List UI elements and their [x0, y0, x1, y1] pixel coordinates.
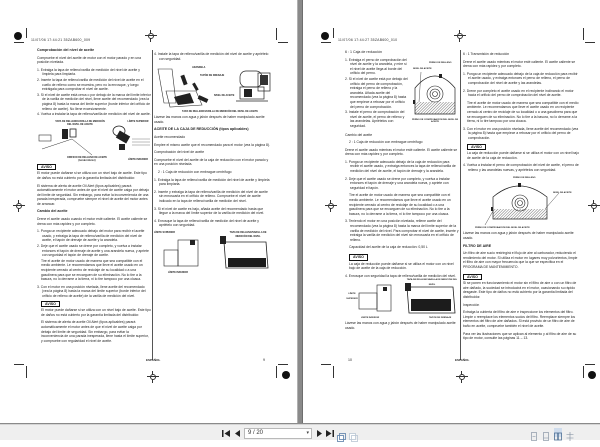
list-item: 2. Deje que el aceite usado se drene por completo, y vuelva a instalar entonces el tapón de drenaje y una arandela nueva, y apriete con seguridad el tapón. — [345, 176, 450, 190]
page-10 — [303, 0, 600, 423]
page-number-input[interactable] — [244, 428, 312, 439]
paragraph: El sistema de alerta de aceite Oil Alert (tipos aplicables) parará automáticamente el motor antes de que el nivel de aceite caiga por debajo del límite de seguridad. Sin embargo, para evitar la inconveniencia de una parada inesperada, compruebe siempre el nivel de aceite del motor antes de arrancar. — [37, 183, 149, 206]
figure-caption: LÍMITE SUPERIOR — [346, 293, 358, 300]
figure-caption: PERNO DE COMPROBACIÓN DEL NIVEL DE ACEITE — [411, 118, 459, 124]
list-item: 1. Extraiga la tapa de relleno/varilla de medición del nivel de aceite y límpiela para limpiarla. — [154, 177, 270, 187]
registration-target-icon — [456, 371, 468, 383]
registration-target-icon — [454, 30, 466, 42]
engine-drain-illustration — [154, 63, 272, 113]
engine-drain-figure — [154, 63, 272, 113]
sub-heading: Cambio del aceite — [345, 132, 373, 137]
paragraph: El sistema de alerta de aceite Oil Alert (tipos aplicables) parará automáticamente el motor antes de que el nivel de aceite caiga por debajo del límite de seguridad. Sin embargo, para evitar la inconveniencia de una parada inesperada, llene hasta el límite superior, y compruebe con regularidad el nivel de aceite. — [41, 320, 149, 343]
page-number: 9 — [263, 358, 265, 362]
reduction-gear-figure — [411, 58, 459, 128]
figure-caption: NIVEL DE ACEITE — [214, 94, 235, 98]
figure-caption: TAPA DE RELLENO/VARILLA DE MEDICIÓN DEL NIVEL — [229, 230, 267, 239]
list-item: 1. Ponga un recipiente adecuado debajo de la caja de reducción para recibir el aceite usado, y extraiga entonces la tapa de relleno/varilla de medición del nivel de aceite, el tapón de drenaje y la arandela. — [345, 159, 456, 174]
figure-caption: LÍMITE SUPERIOR — [127, 119, 149, 123]
registration-target-icon — [588, 200, 600, 212]
two-page-continuous-view-button[interactable] — [566, 428, 574, 437]
page-number: 10 — [348, 358, 352, 362]
list-item: 1. Ponga un recipiente adecuado debajo de la caja de reducción para recibir el aceite usado, y extraiga entonces el perno de relleno, el perno de comprobación del nivel de aceite y las arandelas. — [463, 71, 578, 85]
paragraph: Comprobación del nivel de aceite — [154, 150, 205, 155]
registration-dot — [321, 32, 329, 40]
single-page-view-button[interactable] — [530, 428, 538, 437]
figure-caption: TAPA DE RELLENO/VARILLA DE MEDICIÓN DEL NIVEL — [406, 279, 458, 286]
list-item: 4. Instale la tapa de relleno/varilla de medición del nivel de aceite y apriételo con seguridad. — [154, 52, 269, 61]
list-item: 3. Si el nivel de aceite está cerca o por debajo de la marca del límite inferior de la varilla de medición del nivel, llene aceite del recomendado (vea la página 8) hasta la marca del límite superior (borde inferior del orificio de relleno de aceite). No llene excesivamente. — [37, 92, 151, 111]
paragraph: Extraiga la cubierta del filtro de aire e inspeccione los elementos del filtro. Limpie o reemplace los elementos sucios del filtro. Reemplace siempre los elementos del filtro de aire dañados. Si está provisto de un filtro de aire de baño en aceite, compruebe también el nivel de aceite. — [463, 310, 576, 328]
page-number-value: 9 / 20 — [248, 429, 264, 436]
figure-caption: TAPA DE RELLENO/VARILLA DE MEDICIÓN DEL NIVEL DE ACEITE — [55, 119, 105, 126]
forward-view-icon — [349, 433, 358, 442]
list-item: 2. Inserte y extraiga la tapa de relleno/varilla de medición del nivel de aceite sin enroscarla en el orificio de relleno. Compruebe el nivel de aceite indicado en la tapa de relleno/varilla de medición del nivel. — [154, 189, 268, 203]
sub-heading: Inspección — [463, 302, 480, 307]
header-stamp: 11/07/06 17:44:21 35ZAB600_009 — [31, 38, 91, 42]
list-item: 3. Con el motor en una posición nivelada, llene aceite del recomendado (vea la página 8) hasta que empiece a rebosar por el orificio del perno de comprobación. — [463, 126, 579, 140]
footer-language-label: ESPAÑOL — [455, 358, 470, 362]
paragraph: Compruebe el nivel del aceite de la caja de reducción con el motor parado y en una posición nivelada. — [154, 157, 269, 167]
aviso-badge: AVISO — [37, 164, 56, 171]
transmission-illustration — [463, 173, 579, 231]
list-item: 4. Vuelva a instalar la tapa de relleno/varilla de medición del nivel de aceite. — [37, 112, 151, 117]
list-item: 4. Enrosque la tapa de relleno/varilla de medición del nivel de aceite y apriételo con seguridad. — [154, 218, 259, 228]
paragraph: Un filtro de aire sucio restringirá el flujo de aire al carburador, reduciendo el rendimiento del motor. Si utiliza el motor en lugares muy polvorientos, limpie el filtro de aire con mayor frecuencia que la que se especifica en el PROGRAMA DE MANTENIMIENTO. — [463, 251, 578, 270]
list-item: 4. Vuelva a instalar el perno de comprobación del nivel de aceite, el perno de relleno y las arandelas nuevas, y apriételos con seguridad. — [463, 163, 579, 172]
paragraph: Tire el aceite de motor usado de manera que sea compatible con el medio ambiente. Le recomendamos que lleve el aceite usado en un recipiente cerrado al centro de reciclaje de su localidad o a una gasolinera para que se encarguen de su eliminación. No lo tire a la basura, no lo derrame a la tierra, ni lo tire tampoco por una cloaca. — [349, 193, 451, 216]
paragraph: Drene el aceite usado mientras el motor esté caliente. El aceite caliente se drena con más rapidez y por completo. — [463, 59, 576, 69]
last-page-icon — [326, 430, 334, 437]
figure-caption: LÍMITE INFERIOR — [128, 157, 148, 161]
figure-caption: TAPÓN DE DRENAJE — [429, 317, 452, 320]
paragraph: Si se ponen en funcionamiento el motor sin el filtro de aire o con un filtro de aire dañado, la suciedad se introducirá en el motor, ocasionando su rápido desgaste. Este tipo de daños no está cubierto por la garantía limitada del distribuidor. — [463, 281, 577, 299]
right-page-column-1 — [345, 50, 459, 334]
figure-caption: TAPA DE RELLENO/VARILLA DE MEDICIÓN DEL NIVEL DE ACEITE — [182, 110, 258, 114]
figure-caption: NIVEL DE ACEITE — [413, 67, 432, 70]
paragraph: Drene el aceite usado cuando el motor esté caliente. El aceite caliente se drena con más rapidez y por completo. — [37, 217, 148, 226]
paragraph: Lávese las manos con agua y jabón después de haber manipulado aceite usado. — [345, 321, 456, 330]
sub-heading: 6 : 1 Transmisión de reducción — [463, 52, 510, 56]
reduction-case-figure — [154, 230, 272, 274]
list-item: 3. Teniendo el motor en una posición nivelada, rellene aceite del recomendado (vea la página 8) hasta la marca del límite superior de la varilla de medición del nivel. Para comprobar el nivel de aceite, inserte y extraiga la varilla de medición del nivel sin enroscarla en el orificio de relleno. — [345, 219, 459, 242]
list-item: 1. Ponga un recipiente adecuado debajo del motor para recibir el aceite usado, y extraiga la tapa de relleno/varilla de medición del nivel de aceite, el tapón de drenaje de aceite y la arandela. — [37, 229, 145, 243]
next-page-button[interactable] — [315, 428, 323, 438]
paragraph: La caja de reducción puede dañarse si se utiliza el motor con un nivel bajo de aceite de la caja de reducción. — [467, 151, 579, 160]
list-item: 3. Con el motor en una posición nivelada, llene aceite del recomendado (vea la página 8) hasta la marca del límite superior (borde inferior del orificio de relleno de aceite) de la varilla de medición del nivel. — [37, 284, 146, 298]
section-heading: Cambio del aceite — [37, 209, 68, 214]
list-item: 4. Enrosque con seguridad la tapa de relleno/varilla de medición del nivel. — [345, 273, 456, 278]
registration-dot — [14, 32, 22, 40]
registration-target-icon — [145, 30, 157, 42]
paragraph: Lávese las manos con agua y jabón después de haber manipulado aceite usado. — [463, 231, 574, 241]
back-view-icon — [337, 433, 346, 442]
list-item: 1. Extraiga la tapa de relleno/varilla de medición del nivel de aceite y límpiela para limpiarla. — [37, 67, 140, 77]
right-page-column-2 — [463, 52, 579, 344]
first-page-icon — [222, 430, 230, 437]
previous-page-button[interactable] — [233, 428, 241, 438]
steps-list — [345, 58, 409, 130]
header-stamp: 11/07/06 17:44:27 35ZAB600_010 — [338, 38, 398, 42]
aviso-badge: AVISO — [467, 144, 486, 151]
list-item: 3. Si el nivel de aceite es bajo, añada aceite del recomendado hasta que llegue a la marca del límite superior de la varilla de medición del nivel. — [154, 206, 265, 216]
list-item: 2. Inserte la tapa de relleno/varilla de medición del nivel de aceite en el cuello de relleno como se muestra, pero no la enrosque, y luego extráigala para comprobar el nivel de aceite. — [37, 77, 144, 92]
registration-dot — [588, 371, 596, 379]
viewer-toolbar — [0, 424, 600, 440]
column-divider — [460, 50, 461, 360]
aviso-badge: AVISO — [349, 254, 368, 261]
left-page-column-1 — [37, 48, 151, 346]
list-item: 2. Si el nivel de aceite está por debajo del orificio del perno de comprobación, extraiga el perno de relleno y la arandela. Añada aceite del recomendado (vea la página 8) hasta que empiece a rebosar por el orificio del perno de comprobación. — [345, 76, 408, 109]
last-page-button[interactable] — [326, 428, 334, 438]
reduction-steps-with-figure — [345, 58, 459, 130]
figure-caption: PERNO DE RELLENO — [429, 61, 452, 64]
figure-caption: PERNO DE RELLENO — [513, 177, 536, 180]
continuous-view-button[interactable] — [542, 428, 550, 437]
section-heading: FILTRO DE AIRE — [463, 243, 492, 248]
registration-dot — [282, 371, 290, 379]
registration-target-icon — [325, 200, 337, 212]
figure-caption: ORIFICIO DE RELLENO DE ACEITE (borde inferior) — [66, 155, 108, 162]
page-dropdown-icon[interactable]: ▾ — [306, 429, 309, 436]
footer-language-label: ESPAÑOL — [146, 358, 161, 362]
figure-caption: ARANDELA — [192, 66, 206, 70]
paragraph: Compruebe el nivel del aceite de motor con el motor parado y en una posición nivelada. — [37, 55, 142, 65]
section-heading: ACEITE DE LA CAJA DE REDUCCIÓN (tipos aplicables) — [154, 127, 249, 132]
aviso-badge: AVISO — [41, 301, 60, 308]
paragraph: Lávese las manos con agua y jabón después de haber manipulado aceite usado. — [154, 115, 265, 124]
dipstick-illustration — [37, 119, 151, 161]
page-9 — [0, 0, 297, 423]
figure-caption: LÍMITE INFERIOR — [361, 317, 380, 320]
left-page-column-2 — [154, 52, 272, 274]
sub-heading: 2 : 1 Caja de reducción con embrague centrífugo — [349, 140, 423, 145]
registration-target-icon — [13, 200, 25, 212]
figure-caption: PERNO DE COMPROBACIÓN DEL NIVEL DE ACEITE — [475, 227, 530, 230]
page-navigation — [222, 427, 358, 439]
next-page-icon — [317, 430, 322, 437]
dipstick-figure — [37, 119, 151, 161]
section-heading: Comprobación del nivel de aceite — [37, 48, 95, 52]
sub-heading: 2 : 1 Caja de reducción con embrague centrífugo — [158, 169, 232, 174]
registration-target-icon — [147, 371, 159, 383]
paragraph: El motor puede dañarse si se utiliza con un nivel bajo de aceite. Este tipo de daños no está cubierto por la garantía limitada del distribuidor. — [41, 308, 151, 317]
reduction-drain-figure — [345, 279, 459, 321]
list-item: 1. Extraiga el perno de comprobación del nivel de aceite y la arandela, y mire si el nivel de aceite llega al borde del orificio del perno. — [345, 57, 407, 76]
prev-page-icon — [235, 430, 240, 437]
section-heading: 6 : 1 Caja de reducción — [345, 50, 382, 54]
aviso-badge: AVISO — [463, 274, 482, 281]
figure-caption: TAPÓN DE DRENAJE — [200, 74, 225, 78]
transmission-figure — [463, 173, 579, 231]
figure-caption: LÍMITE INFERIOR — [168, 270, 188, 274]
paragraph: Para ver las ilustraciones que se aplican al elemento y al filtro de aire de su tipo de motor, consulte las páginas 11 – 13. — [463, 331, 577, 341]
figure-caption: LÍMITE SUPERIOR — [154, 230, 175, 234]
view-mode-group — [530, 428, 574, 437]
paragraph: Drene el aceite usado mientras el motor esté caliente. El aceite caliente se drena con más rapidez y por completo. — [345, 147, 458, 157]
list-item: 2. Drene por completo el aceite usado en el recipiente inclinando el motor hacia el orificio del perno de comprobación del nivel de aceite. — [463, 88, 574, 98]
back-view-button[interactable] — [337, 429, 346, 438]
paragraph: Emplee el mismo aceite que el recomendado para el motor (vea la página 8). — [154, 142, 270, 147]
column-divider — [152, 50, 153, 360]
figure-caption: NIVEL DE ACEITE — [553, 192, 572, 195]
paragraph: Tire el aceite de motor usado de manera que sea compatible con el medio ambiente. Le recomendamos que lleve el aceite usado en un recipiente cerrado al centro de reciclaje de su localidad o a una gasolinera para que se encarguen de su eliminación. No lo tire a la basura, no lo derrame a la tierra, ni lo tire tampoco por una cloaca. — [41, 258, 143, 282]
forward-view-button[interactable] — [349, 429, 358, 438]
paragraph: El motor puede dañarse si se utiliza con un nivel bajo de aceite. Este tipo de daños no está cubierto por la garantía limitada del distribuidor. — [37, 171, 147, 180]
first-page-button[interactable] — [222, 428, 230, 438]
list-item: 2. Deje que el aceite usado se drene por completo, y vuelva a instalar entonces el tapón de drenaje de aceite y una arandela nueva, y apriete con seguridad el tapón de drenaje de aceite. — [37, 244, 149, 258]
capacity-text: Capacidad del aceite de la caja de reducción: 0,50 L — [349, 245, 428, 250]
two-page-view-button[interactable] — [554, 428, 562, 437]
list-item: 3. Instale el perno de comprobación del nivel de aceite, el perno de relleno y las arandelas. Apriételos con seguridad. — [345, 110, 405, 128]
paragraph: Aceite recomendado — [154, 134, 186, 139]
paragraph: La caja de reducción puede dañarse si se utiliza el motor con un nivel bajo de aceite de la caja de reducción. — [349, 261, 454, 271]
paragraph: Tire el aceite de motor usado de manera que sea compatible con el medio ambiente. Le recomendamos que lleve el aceite usado en un recipiente cerrado al centro de reciclaje de su localidad o a una gasolinera para que se encarguen de su eliminación. No lo tire a la basura, no lo derrame a la tierra, ni lo tire tampoco por una cloaca. — [467, 100, 579, 124]
